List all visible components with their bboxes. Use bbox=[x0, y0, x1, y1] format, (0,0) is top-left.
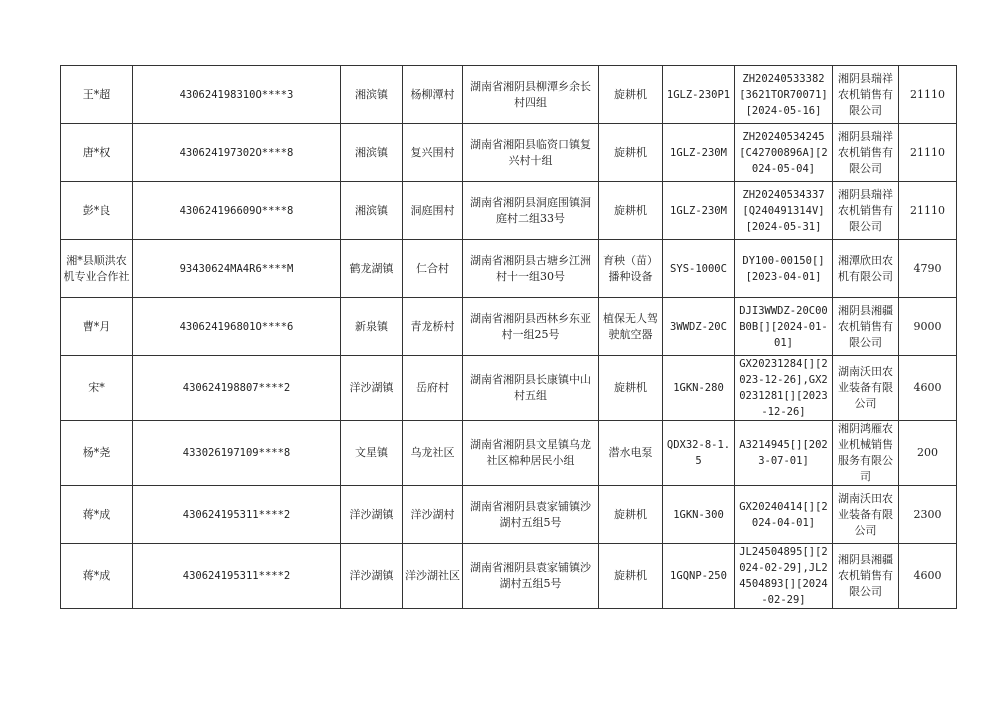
village-cell: 仁合村 bbox=[403, 240, 463, 298]
machine-type-cell: 旋耕机 bbox=[599, 124, 663, 182]
town-cell: 湘滨镇 bbox=[341, 66, 403, 124]
table-row bbox=[61, 66, 957, 124]
id-number-cell: 430624197302O****8 bbox=[133, 124, 341, 182]
id-number-cell: 430624198807****2 bbox=[133, 356, 341, 421]
id-number-cell: 430624196801O****6 bbox=[133, 298, 341, 356]
table-row bbox=[61, 544, 957, 609]
model-cell: 1GLZ-230M bbox=[663, 124, 735, 182]
village-cell: 洋沙湖村 bbox=[403, 486, 463, 544]
model-cell: 3WWDZ-20C bbox=[663, 298, 735, 356]
table-row bbox=[61, 182, 957, 240]
id-number-cell: 93430624MA4R6****M bbox=[133, 240, 341, 298]
address-cell: 湖南省湘阴县袁家铺镇沙湖村五组5号 bbox=[463, 544, 599, 609]
village-cell: 岳府村 bbox=[403, 356, 463, 421]
id-number-cell: 430624198310O****3 bbox=[133, 66, 341, 124]
amount-cell: 200 bbox=[899, 421, 957, 486]
table-row bbox=[61, 240, 957, 298]
address-cell: 湖南省湘阴县袁家铺镇沙湖村五组5号 bbox=[463, 486, 599, 544]
dealer-cell: 湖南沃田农业装备有限公司 bbox=[833, 356, 899, 421]
table-row bbox=[61, 486, 957, 544]
id-number-cell: 430624196609O****8 bbox=[133, 182, 341, 240]
id-number-cell: 430624195311****2 bbox=[133, 544, 341, 609]
model-cell: 1GQNP-250 bbox=[663, 544, 735, 609]
id-number-cell: 433026197109****8 bbox=[133, 421, 341, 486]
name-cell: 宋* bbox=[61, 356, 133, 421]
machine-type-cell: 育秧（苗）播种设备 bbox=[599, 240, 663, 298]
town-cell: 洋沙湖镇 bbox=[341, 486, 403, 544]
address-cell: 湖南省湘阴县长康镇中山村五组 bbox=[463, 356, 599, 421]
model-cell: 1GLZ-230M bbox=[663, 182, 735, 240]
id-number-cell: 430624195311****2 bbox=[133, 486, 341, 544]
town-cell: 洋沙湖镇 bbox=[341, 544, 403, 609]
address-cell: 湖南省湘阴县西林乡东亚村一组25号 bbox=[463, 298, 599, 356]
village-cell: 洋沙湖社区 bbox=[403, 544, 463, 609]
certificate-cell: DY100-00150[][2023-04-01] bbox=[735, 240, 833, 298]
amount-cell: 4790 bbox=[899, 240, 957, 298]
dealer-cell: 湘潭欣田农机有限公司 bbox=[833, 240, 899, 298]
dealer-cell: 湘阴县湘疆农机销售有限公司 bbox=[833, 298, 899, 356]
address-cell: 湖南省湘阴县洞庭围镇洞庭村二组33号 bbox=[463, 182, 599, 240]
dealer-cell: 湖南沃田农业装备有限公司 bbox=[833, 486, 899, 544]
address-cell: 湖南省湘阴县古塘乡江洲村十一组30号 bbox=[463, 240, 599, 298]
certificate-cell: A3214945[][2023-07-01] bbox=[735, 421, 833, 486]
name-cell: 蒋*成 bbox=[61, 544, 133, 609]
town-cell: 洋沙湖镇 bbox=[341, 356, 403, 421]
address-cell: 湖南省湘阴县文星镇乌龙社区棉种居民小组 bbox=[463, 421, 599, 486]
table-row bbox=[61, 356, 957, 421]
address-cell: 湖南省湘阴县柳潭乡余长村四组 bbox=[463, 66, 599, 124]
table-row bbox=[61, 421, 957, 486]
address-cell: 湖南省湘阳县临资口镇复兴村十组 bbox=[463, 124, 599, 182]
village-cell: 青龙桥村 bbox=[403, 298, 463, 356]
amount-cell: 9000 bbox=[899, 298, 957, 356]
town-cell: 鹤龙湖镇 bbox=[341, 240, 403, 298]
model-cell: QDX32-8-1.5 bbox=[663, 421, 735, 486]
model-cell: SYS-1000C bbox=[663, 240, 735, 298]
dealer-cell: 湘阴鸿雁农业机械销售服务有限公司 bbox=[833, 421, 899, 486]
machine-type-cell: 旋耕机 bbox=[599, 66, 663, 124]
table-row bbox=[61, 124, 957, 182]
town-cell: 文星镇 bbox=[341, 421, 403, 486]
certificate-cell: JL24504895[][2024-02-29],JL24504893[][2024-02-29] bbox=[735, 544, 833, 609]
town-cell: 湘滨镇 bbox=[341, 182, 403, 240]
village-cell: 乌龙社区 bbox=[403, 421, 463, 486]
machine-type-cell: 潜水电泵 bbox=[599, 421, 663, 486]
name-cell: 曹*月 bbox=[61, 298, 133, 356]
certificate-cell: GX20231284[][2023-12-26],GX20231281[][2023-12-26] bbox=[735, 356, 833, 421]
model-cell: 1GLZ-230P1 bbox=[663, 66, 735, 124]
name-cell: 蒋*成 bbox=[61, 486, 133, 544]
dealer-cell: 湘阴县湘疆农机销售有限公司 bbox=[833, 544, 899, 609]
amount-cell: 21110 bbox=[899, 124, 957, 182]
amount-cell: 2300 bbox=[899, 486, 957, 544]
name-cell: 湘*县顺洪农机专业合作社 bbox=[61, 240, 133, 298]
village-cell: 复兴围村 bbox=[403, 124, 463, 182]
model-cell: 1GKN-280 bbox=[663, 356, 735, 421]
name-cell: 彭*良 bbox=[61, 182, 133, 240]
dealer-cell: 湘阴县瑞祥农机销售有限公司 bbox=[833, 124, 899, 182]
machine-type-cell: 旋耕机 bbox=[599, 356, 663, 421]
amount-cell: 21110 bbox=[899, 66, 957, 124]
certificate-cell: ZH20240533382[3621TOR70071][2024-05-16] bbox=[735, 66, 833, 124]
table-body bbox=[61, 66, 957, 609]
model-cell: 1GKN-300 bbox=[663, 486, 735, 544]
certificate-cell: ZH20240534337[Q240491314V][2024-05-31] bbox=[735, 182, 833, 240]
certificate-cell: ZH20240534245[C42700896A][2024-05-04] bbox=[735, 124, 833, 182]
certificate-cell: DJI3WWDZ-20C00B0B[][2024-01-01] bbox=[735, 298, 833, 356]
amount-cell: 21110 bbox=[899, 182, 957, 240]
subsidy-table bbox=[60, 65, 957, 609]
name-cell: 王*超 bbox=[61, 66, 133, 124]
amount-cell: 4600 bbox=[899, 544, 957, 609]
machine-type-cell: 旋耕机 bbox=[599, 182, 663, 240]
certificate-cell: GX20240414[][2024-04-01] bbox=[735, 486, 833, 544]
village-cell: 杨柳潭村 bbox=[403, 66, 463, 124]
machine-type-cell: 旋耕机 bbox=[599, 486, 663, 544]
village-cell: 洞庭围村 bbox=[403, 182, 463, 240]
name-cell: 杨*尧 bbox=[61, 421, 133, 486]
name-cell: 唐*权 bbox=[61, 124, 133, 182]
dealer-cell: 湘阴县瑞祥农机销售有限公司 bbox=[833, 66, 899, 124]
dealer-cell: 湘阴县瑞祥农机销售有限公司 bbox=[833, 182, 899, 240]
machine-type-cell: 植保无人驾驶航空器 bbox=[599, 298, 663, 356]
town-cell: 湘滨镇 bbox=[341, 124, 403, 182]
amount-cell: 4600 bbox=[899, 356, 957, 421]
table-row bbox=[61, 298, 957, 356]
town-cell: 新泉镇 bbox=[341, 298, 403, 356]
machine-type-cell: 旋耕机 bbox=[599, 544, 663, 609]
